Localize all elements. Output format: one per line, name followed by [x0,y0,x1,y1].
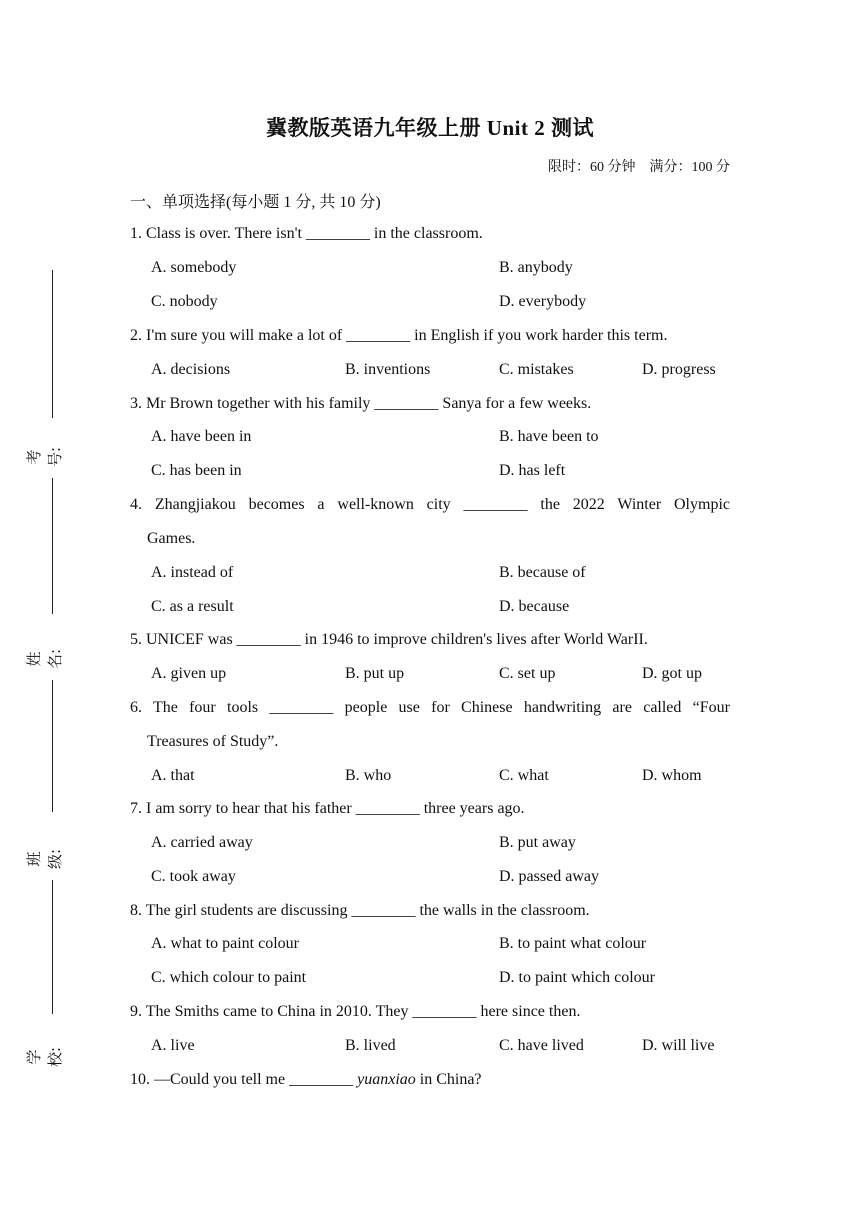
question-6-stem: 6. The four tools ________ people use for Chinese handwriting are called “Four [130,699,730,716]
question-9-option-a: A. live [151,1037,195,1054]
question-5-option-b: B. put up [345,665,405,682]
margin-label-exam-number: 考号: [25,446,64,468]
question-1-stem: 1. Class is over. There isn't ________ in the classroom. [130,225,483,242]
question-3-stem: 3. Mr Brown together with his family ________ Sanya for a few weeks. [130,395,592,412]
margin-line-2 [52,478,53,614]
question-2-option-b: B. inventions [345,361,431,378]
question-1-option-d: D. everybody [499,293,587,310]
question-10-stem-end: in China? [415,1071,482,1088]
margin-label-class: 班级: [25,848,64,870]
question-3-option-d: D. has left [499,462,566,479]
question-6-stem-continued: Treasures of Study”. [147,733,279,750]
question-6-option-c: C. what [499,767,549,784]
time-score-limit: 限时：60 分钟 满分：100 分 [548,160,730,175]
question-5-option-d: D. got up [642,665,702,682]
question-4-stem: 4. Zhangjiakou becomes a well-known city ________ the 2022 Winter Olympic [130,496,730,513]
question-8-stem: 8. The girl students are discussing ________ the walls in the classroom. [130,902,590,919]
margin-label-name: 姓名: [25,648,64,670]
question-3-option-a: A. have been in [151,428,252,445]
question-4-option-a: A. instead of [151,564,234,581]
question-9-stem: 9. The Smiths came to China in 2010. They ________ here since then. [130,1003,581,1020]
question-3-option-c: C. has been in [151,462,242,479]
question-7-option-d: D. passed away [499,868,599,885]
question-6-option-a: A. that [151,767,195,784]
question-1-option-c: C. nobody [151,293,218,310]
question-4-option-b: B. because of [499,564,586,581]
section-heading: 一、单项选择(每小题 1 分, 共 10 分) [130,194,381,211]
question-3-option-b: B. have been to [499,428,599,445]
question-1-option-b: B. anybody [499,259,573,276]
question-2-stem: 2. I'm sure you will make a lot of ________ in English if you work harder this term. [130,327,668,344]
question-4-option-c: C. as a result [151,598,234,615]
question-9-option-b: B. lived [345,1037,396,1054]
question-7-option-b: B. put away [499,834,576,851]
question-5-stem: 5. UNICEF was ________ in 1946 to improve children's lives after World WarII. [130,631,648,648]
question-4-option-d: D. because [499,598,570,615]
question-7-option-a: A. carried away [151,834,253,851]
page-title: 冀教版英语九年级上册 Unit 2 测试 [266,116,594,140]
margin-label-school: 学校: [25,1046,64,1068]
question-8-option-c: C. which colour to paint [151,969,307,986]
question-8-option-b: B. to paint what colour [499,935,647,952]
question-4-stem-continued: Games. [147,530,196,547]
question-10-stem-italic: yuanxiao [357,1071,416,1088]
margin-line-1 [52,270,53,418]
question-2-option-c: C. mistakes [499,361,574,378]
question-6-option-d: D. whom [642,767,702,784]
question-8-option-a: A. what to paint colour [151,935,299,952]
question-7-stem: 7. I am sorry to hear that his father ________ three years ago. [130,800,525,817]
question-1-option-a: A. somebody [151,259,237,276]
margin-line-4 [52,880,53,1014]
question-10-stem [130,1069,730,1091]
question-5-option-c: C. set up [499,665,556,682]
question-2-option-d: D. progress [642,361,716,378]
question-2-option-a: A. decisions [151,361,231,378]
question-9-option-d: D. will live [642,1037,715,1054]
question-10-stem-start: 10. —Could you tell me ________ [130,1071,358,1088]
question-9-option-c: C. have lived [499,1037,584,1054]
question-5-option-a: A. given up [151,665,227,682]
question-6-option-b: B. who [345,767,392,784]
margin-line-3 [52,680,53,812]
question-8-option-d: D. to paint which colour [499,969,655,986]
question-7-option-c: C. took away [151,868,236,885]
